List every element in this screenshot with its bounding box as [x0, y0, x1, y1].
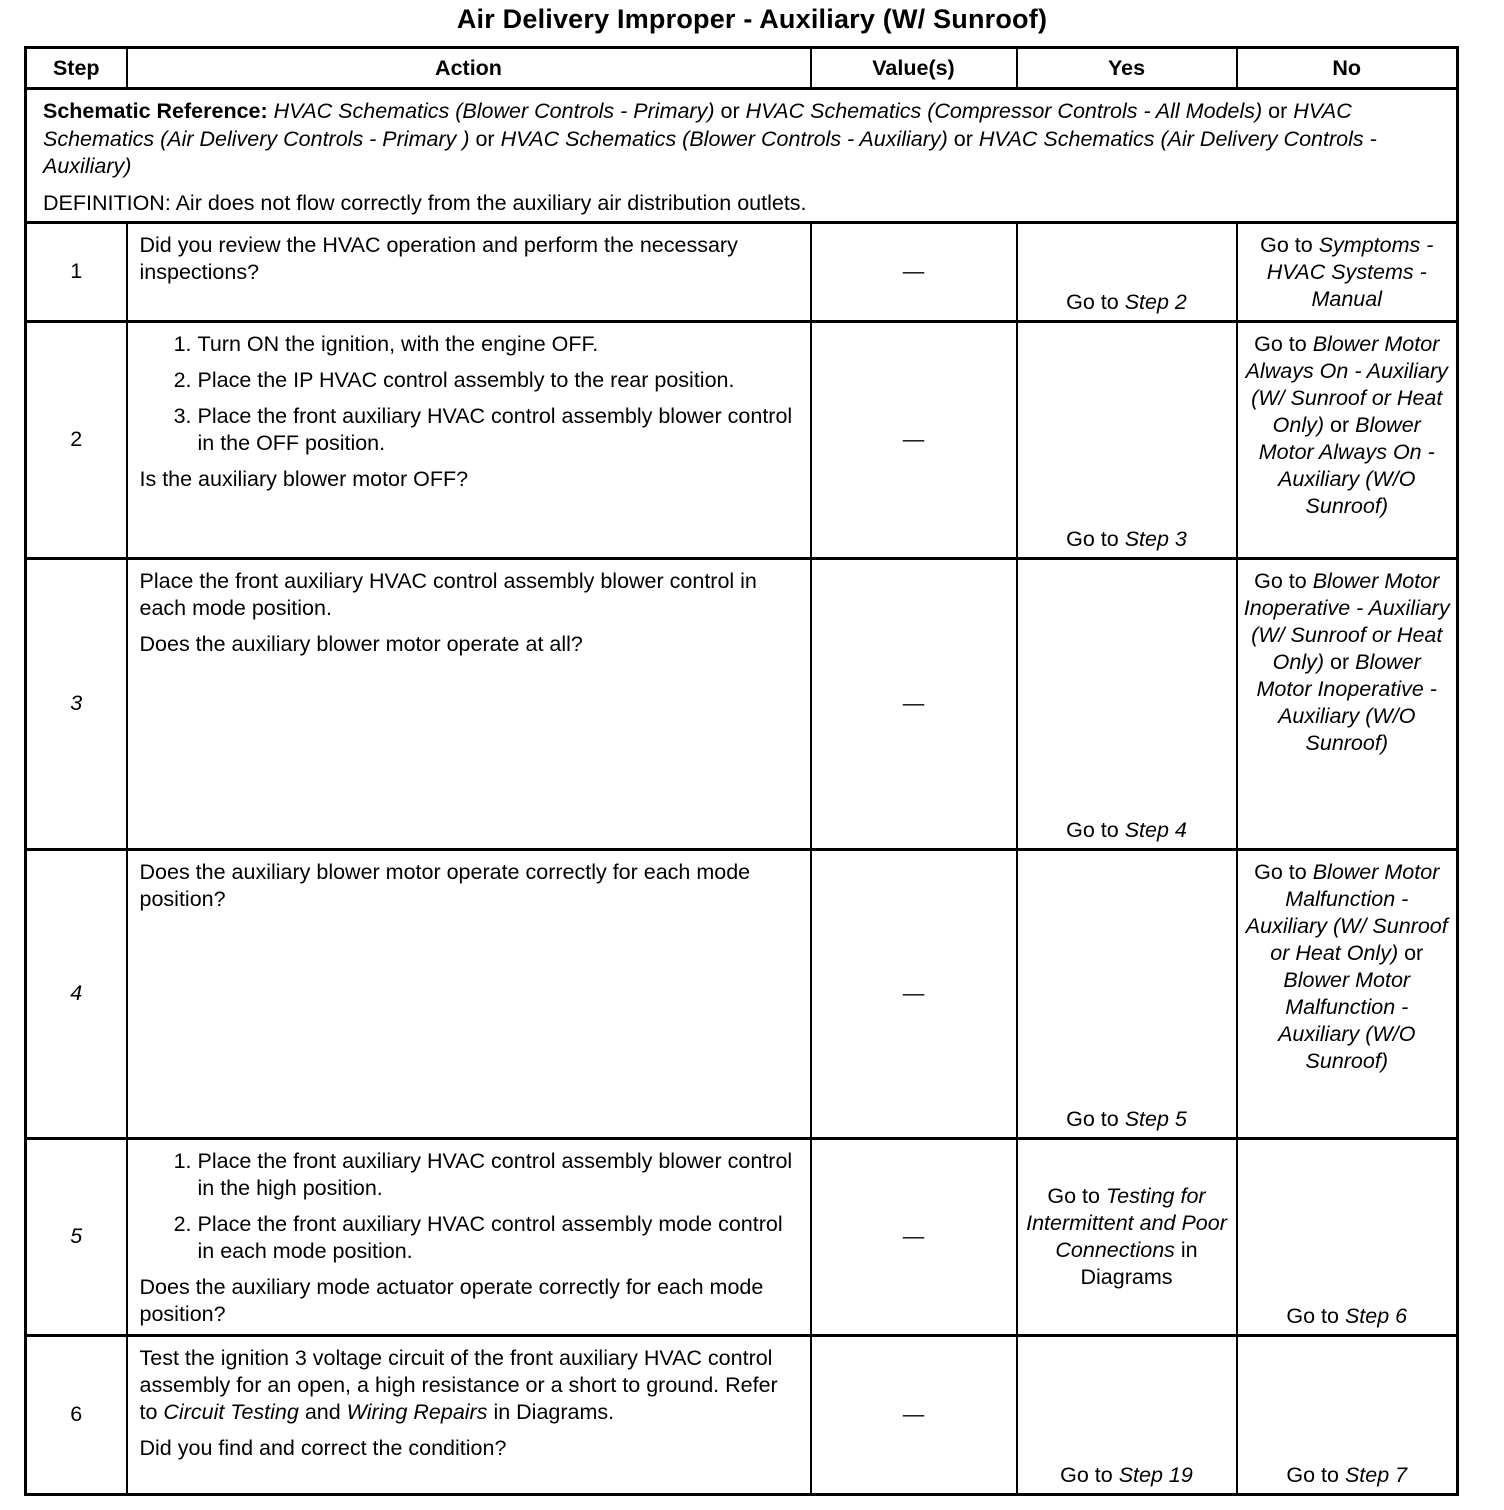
action-cell — [127, 558, 811, 849]
value-cell: — — [811, 558, 1017, 849]
no-outcome — [1244, 1337, 1451, 1493]
text-run: or — [1324, 649, 1356, 674]
action-step-item: 2. Place the IP HVAC control assembly to the rear position. — [198, 367, 798, 394]
cross-reference-link[interactable]: HVAC Schematics (Air Delivery Controls - Auxiliary) — [43, 126, 1377, 178]
yes-cell — [1017, 1138, 1237, 1335]
text-run: Go to — [1066, 526, 1125, 551]
column-header-step: Step — [26, 48, 127, 89]
no-outcome-text[interactable] — [1244, 224, 1451, 313]
text-run: Go to — [1066, 817, 1125, 842]
step-row — [26, 558, 1458, 849]
text-run: Does the auxiliary mode actuator operate correctly for each mode position? — [139, 1274, 764, 1326]
cross-reference-link[interactable]: Blower Motor Always On - Auxiliary (W/ Sunroof or Heat Only) — [1245, 331, 1448, 437]
cross-reference-link[interactable]: Step 3 — [1124, 526, 1187, 551]
no-outcome-text[interactable] — [1244, 1303, 1451, 1334]
text-run: Does the auxiliary blower motor operate correctly for each mode position? — [139, 859, 751, 911]
yes-outcome — [1024, 851, 1230, 1137]
cross-reference-link[interactable]: Blower Motor Always On - Auxiliary (W/O Sunroof) — [1258, 412, 1435, 518]
yes-outcome — [1024, 224, 1230, 320]
text-run: Did you review the HVAC operation and perform the necessary inspections? — [139, 232, 738, 284]
cross-reference-link[interactable]: HVAC Schematics (Compressor Controls - All Models) — [745, 99, 1263, 123]
action-instruction — [140, 1345, 798, 1426]
cross-reference-link[interactable]: Step 6 — [1344, 1303, 1408, 1328]
no-cell — [1237, 849, 1458, 1138]
value-cell: — — [811, 1138, 1017, 1335]
value-cell: — — [811, 321, 1017, 558]
schematic-reference-label: Schematic Reference: — [43, 99, 268, 123]
table-header-row — [26, 48, 1458, 89]
text-run: Go to — [1260, 232, 1319, 257]
step-number: 5 — [70, 1224, 83, 1248]
no-outcome-text[interactable] — [1244, 851, 1451, 1075]
schematic-reference — [43, 98, 1440, 181]
step-number-cell — [26, 849, 127, 1138]
action-step-item: 1. Turn ON the ignition, with the engine OFF. — [198, 331, 798, 358]
text-run: or — [714, 99, 746, 123]
text-run: Go to — [1066, 289, 1125, 314]
yes-outcome — [1024, 1337, 1230, 1493]
step-number-cell — [26, 321, 127, 558]
cross-reference-link[interactable]: Testing for Intermittent and Poor Connections — [1026, 1183, 1227, 1262]
yes-outcome-text[interactable] — [1024, 526, 1230, 557]
yes-outcome — [1024, 560, 1230, 848]
cross-reference-link[interactable]: Step 4 — [1124, 817, 1187, 842]
text-run: in Diagrams — [1080, 1237, 1198, 1289]
step-number-cell — [26, 1138, 127, 1335]
step-number-cell — [26, 558, 127, 849]
yes-cell — [1017, 849, 1237, 1138]
action-step-item: 2. Place the front auxiliary HVAC control assembly mode control in each mode position. — [198, 1211, 798, 1265]
action-question — [140, 1274, 798, 1328]
no-outcome — [1244, 851, 1451, 1137]
cross-reference-link[interactable]: Symptoms - HVAC Systems - Manual — [1266, 232, 1434, 311]
yes-outcome — [1024, 1140, 1230, 1334]
no-outcome — [1244, 323, 1451, 557]
text-run: or — [1262, 99, 1294, 123]
action-cell — [127, 1138, 811, 1335]
text-run: in Diagrams. — [487, 1399, 615, 1424]
yes-cell — [1017, 558, 1237, 849]
schematic-reference-row — [26, 89, 1458, 223]
yes-cell — [1017, 222, 1237, 321]
cross-reference-link[interactable]: Step 5 — [1124, 1106, 1187, 1131]
step-row — [26, 1138, 1458, 1335]
action-steps-list — [140, 1148, 798, 1265]
yes-outcome-text[interactable] — [1024, 817, 1230, 848]
action-cell — [127, 222, 811, 321]
cross-reference-link[interactable]: HVAC Schematics (Blower Controls - Auxiliary) — [500, 126, 948, 151]
action-step-item: 1. Place the front auxiliary HVAC control assembly blower control in the high position. — [198, 1148, 798, 1202]
text-run: or — [469, 126, 501, 151]
cross-reference-link[interactable]: Wiring Repairs — [346, 1399, 488, 1424]
column-header-no: No — [1237, 48, 1458, 89]
action-question — [140, 631, 798, 658]
cross-reference-link[interactable]: Blower Motor Inoperative - Auxiliary (W/O Sunroof) — [1256, 649, 1437, 755]
column-header-yes: Yes — [1017, 48, 1237, 89]
step-number: 3 — [70, 691, 83, 715]
step-number-cell — [26, 222, 127, 321]
cross-reference-link[interactable]: Blower Motor Inoperative - Auxiliary (W/ Sunroof or Heat Only) — [1243, 568, 1450, 674]
action-cell — [127, 1335, 811, 1494]
no-cell — [1237, 1335, 1458, 1494]
no-cell — [1237, 1138, 1458, 1335]
no-outcome — [1244, 1140, 1451, 1334]
no-cell — [1237, 222, 1458, 321]
cross-reference-link[interactable]: Circuit Testing — [163, 1399, 299, 1424]
no-outcome — [1244, 224, 1451, 320]
step-number-cell — [26, 1335, 127, 1494]
cross-reference-link[interactable]: Step 19 — [1118, 1462, 1193, 1487]
step-row — [26, 1335, 1458, 1494]
text-run: or — [1398, 940, 1424, 965]
action-question — [140, 859, 798, 913]
text-run: Place the front auxiliary HVAC control assembly blower control in each mode position. — [139, 568, 757, 620]
no-cell — [1237, 558, 1458, 849]
yes-outcome — [1024, 323, 1230, 557]
text-run: Go to — [1286, 1462, 1345, 1487]
step-row — [26, 222, 1458, 321]
action-step-item: 3. Place the front auxiliary HVAC control assembly blower control in the OFF position. — [198, 403, 798, 457]
step-number: 2 — [70, 427, 83, 451]
cross-reference-link[interactable]: Step 7 — [1344, 1462, 1408, 1487]
value-cell: — — [811, 1335, 1017, 1494]
text-run: Did you find and correct the condition? — [139, 1435, 507, 1460]
text-run: Go to — [1286, 1303, 1345, 1328]
cross-reference-link[interactable]: HVAC Schematics (Air Delivery Controls - Primary ) — [43, 99, 1352, 151]
action-cell — [127, 849, 811, 1138]
no-outcome-text[interactable] — [1244, 1462, 1451, 1493]
text-run: Go to — [1060, 1462, 1119, 1487]
column-header-action: Action — [127, 48, 811, 89]
text-run: or — [1324, 412, 1356, 437]
step-row — [26, 321, 1458, 558]
definition-text: DEFINITION: Air does not flow correctly from the auxiliary air distribution outlets. — [43, 190, 807, 215]
text-run: Is the auxiliary blower motor OFF? — [139, 466, 469, 491]
yes-cell — [1017, 321, 1237, 558]
yes-outcome-text[interactable] — [1024, 1183, 1230, 1291]
text-run: Does the auxiliary blower motor operate at all? — [139, 631, 583, 656]
step-number: 4 — [70, 981, 83, 1005]
no-outcome-text[interactable] — [1244, 323, 1451, 520]
cross-reference-link[interactable]: Blower Motor Malfunction - Auxiliary (W/O Sunroof) — [1278, 967, 1416, 1073]
yes-outcome-text[interactable] — [1024, 1106, 1230, 1137]
yes-cell — [1017, 1335, 1237, 1494]
yes-outcome-text[interactable] — [1024, 1462, 1230, 1493]
value-cell: — — [811, 222, 1017, 321]
step-number: 1 — [70, 259, 83, 283]
action-steps-list — [140, 331, 798, 457]
text-run: Go to — [1254, 859, 1313, 884]
text-run: and — [298, 1399, 347, 1424]
column-header-values: Value(s) — [811, 48, 1017, 89]
diagnostic-table — [24, 46, 1459, 1496]
action-instruction — [140, 568, 798, 622]
no-outcome-text[interactable] — [1244, 560, 1451, 757]
cross-reference-link[interactable]: Step 2 — [1124, 289, 1187, 314]
text-run: Test the ignition 3 voltage circuit of the front auxiliary HVAC control assembly for an open, a high resistance or a short to ground. Refer to — [139, 1345, 778, 1424]
text-run: Go to — [1047, 1183, 1106, 1208]
action-cell — [127, 321, 811, 558]
cross-reference-link[interactable]: Blower Motor Malfunction - Auxiliary (W/ Sunroof or Heat Only) — [1245, 859, 1448, 965]
page-title: Air Delivery Improper - Auxiliary (W/ Sunroof) — [456, 4, 1048, 34]
value-cell: — — [811, 849, 1017, 1138]
step-row — [26, 849, 1458, 1138]
action-question — [140, 466, 798, 493]
cross-reference-link[interactable]: HVAC Schematics (Blower Controls - Primary) — [273, 99, 715, 123]
action-question — [140, 232, 798, 286]
text-run: Go to — [1254, 331, 1313, 356]
text-run: Go to — [1254, 568, 1313, 593]
no-outcome — [1244, 560, 1451, 848]
yes-outcome-text[interactable] — [1024, 289, 1230, 320]
text-run: or — [947, 126, 979, 151]
no-cell — [1237, 321, 1458, 558]
step-number: 6 — [70, 1402, 83, 1426]
action-question — [140, 1435, 798, 1462]
schematic-reference-cell — [26, 89, 1458, 223]
text-run: Go to — [1066, 1106, 1125, 1131]
